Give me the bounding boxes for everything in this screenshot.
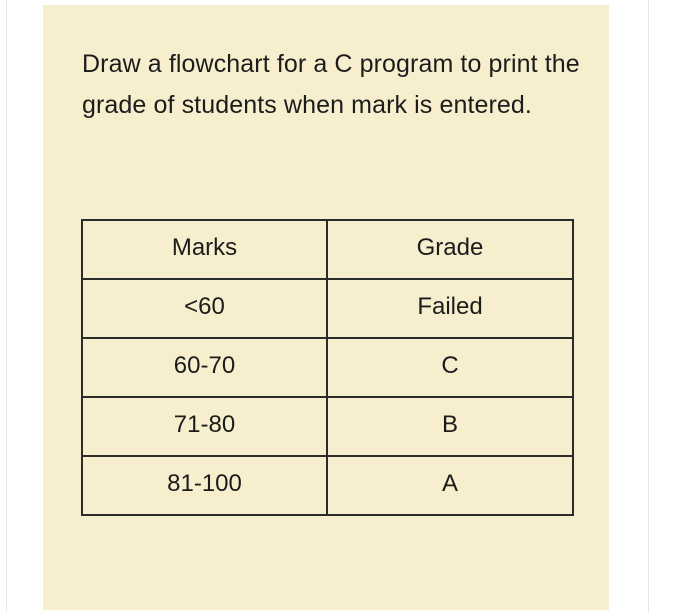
right-divider <box>648 0 649 612</box>
marks-cell: 71-80 <box>82 397 327 456</box>
marks-column-header: Marks <box>82 220 327 279</box>
table-row <box>82 397 573 456</box>
table-row <box>82 456 573 515</box>
marks-cell: 60-70 <box>82 338 327 397</box>
grade-cell: C <box>327 338 573 397</box>
grade-cell: B <box>327 397 573 456</box>
marks-cell: 81-100 <box>82 456 327 515</box>
grade-column-header: Grade <box>327 220 573 279</box>
question-text: Draw a flowchart for a C program to print the grade of students when mark is entered. <box>82 50 580 119</box>
table-row <box>82 338 573 397</box>
grade-cell: A <box>327 456 573 515</box>
table-row <box>82 279 573 338</box>
marks-cell: <60 <box>82 279 327 338</box>
grade-table <box>81 219 574 516</box>
grade-cell: Failed <box>327 279 573 338</box>
left-divider <box>6 0 7 612</box>
table-header-row <box>82 220 573 279</box>
